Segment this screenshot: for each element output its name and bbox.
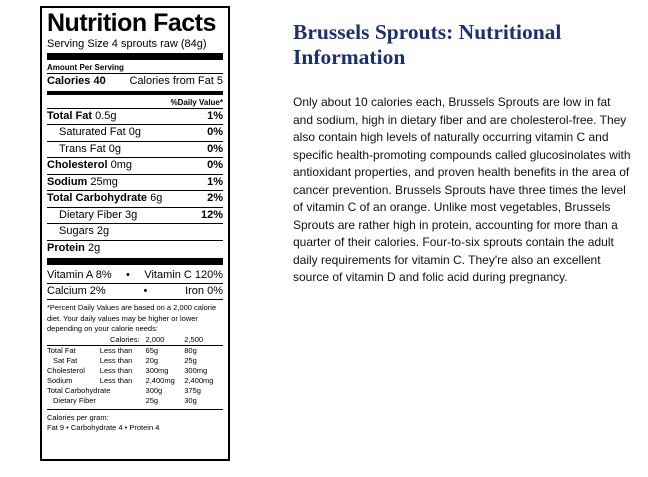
nutrition-facts-label: [40, 6, 230, 461]
thick-divider: [47, 53, 223, 60]
calories-row: [47, 73, 223, 90]
nutrient-row-total-fat: Total Fat 0.5g 1%: [47, 108, 223, 125]
nutrient-row-cholesterol: Cholesterol 0mg 0%: [47, 157, 223, 174]
table-row: Cholesterol Less than 300mg 300mg: [47, 365, 208, 375]
table-row: Sat Fat Less than 20g 25g: [53, 355, 197, 365]
calories-from-fat: Calories from Fat 5: [129, 75, 223, 87]
nutrient-row-saturated-fat: Saturated Fat 0g 0%: [47, 124, 223, 141]
article-title: Brussels Sprouts: Nutritional Information: [293, 20, 562, 69]
nutrient-row-total-carbohydrate: Total Carbohydrate 6g 2%: [47, 190, 223, 207]
table-row: Sodium Less than 2,400mg 2,400mg: [47, 375, 214, 385]
label-title: Nutrition Facts: [47, 9, 216, 37]
article-body: Only about 10 calories each, Brussels Sprouts are low in fat and sodium, high in dietary fiber and are cholesterol-free. They also contain high levels of naturally occurring vitamin C and specific health-promoting compounds called glucosinolates with antioxidant properties, and proven health benefits in the area of cancer prevention. Brussels Sprouts have three times the level of vitamin C of an orange. Unlike most vegetables, Brussels Sprouts are rather high in protein, accounting for more than a quarter of their calories. Four-to-six sprouts contain the adult daily requirements for vitamin C. They're also an excellent source of vitamin D and folic acid during pregnancy.: [293, 95, 631, 284]
vitamin-row: Vitamin A 8% • Vitamin C 120%: [47, 269, 223, 281]
nutrient-row-sodium: Sodium 25mg 1%: [47, 174, 223, 191]
table-row: Total Carbohydrate 300g 375g: [47, 385, 201, 395]
daily-value-footnote: *Percent Daily Values are based on a 2,000 calorie diet. Your daily values may be higher or lower depending on your calorie needs:: [47, 303, 217, 333]
daily-value-header: %Daily Value*: [170, 97, 223, 107]
medium-divider: [47, 91, 223, 95]
table-row: Total Fat Less than 65g 80g: [47, 345, 197, 355]
calories-label: Calories 40: [47, 75, 106, 87]
thick-divider: [47, 258, 223, 265]
reference-table: Calories: 2,000 2,500 Total Fat Less than 65g 80g Sat Fat Less than 20g 25g Cholesterol Less than 300mg 300mg Sodium Less than 2,400mg 2,400mg Total Carbohydrate 300g 375g Dietary Fiber 25g 30g: [47, 335, 223, 406]
nutrient-row-dietary-fiber: Dietary Fiber 3g 12%: [47, 207, 223, 224]
table-row: Dietary Fiber 25g 30g: [53, 395, 197, 405]
calories-per-gram: Calories per gram: Fat 9 • Carbohydrate 4 • Protein 4: [47, 409, 223, 434]
amount-per-serving: Amount Per Serving: [47, 63, 124, 72]
nutrient-row-sugars: Sugars 2g: [47, 223, 223, 240]
serving-size: Serving Size 4 sprouts raw (84g): [47, 38, 207, 50]
nutrient-row-protein: Protein 2g: [47, 240, 223, 257]
mineral-row: Calcium 2% • Iron 0%: [47, 285, 223, 297]
nutrient-row-trans-fat: Trans Fat 0g 0%: [47, 141, 223, 158]
